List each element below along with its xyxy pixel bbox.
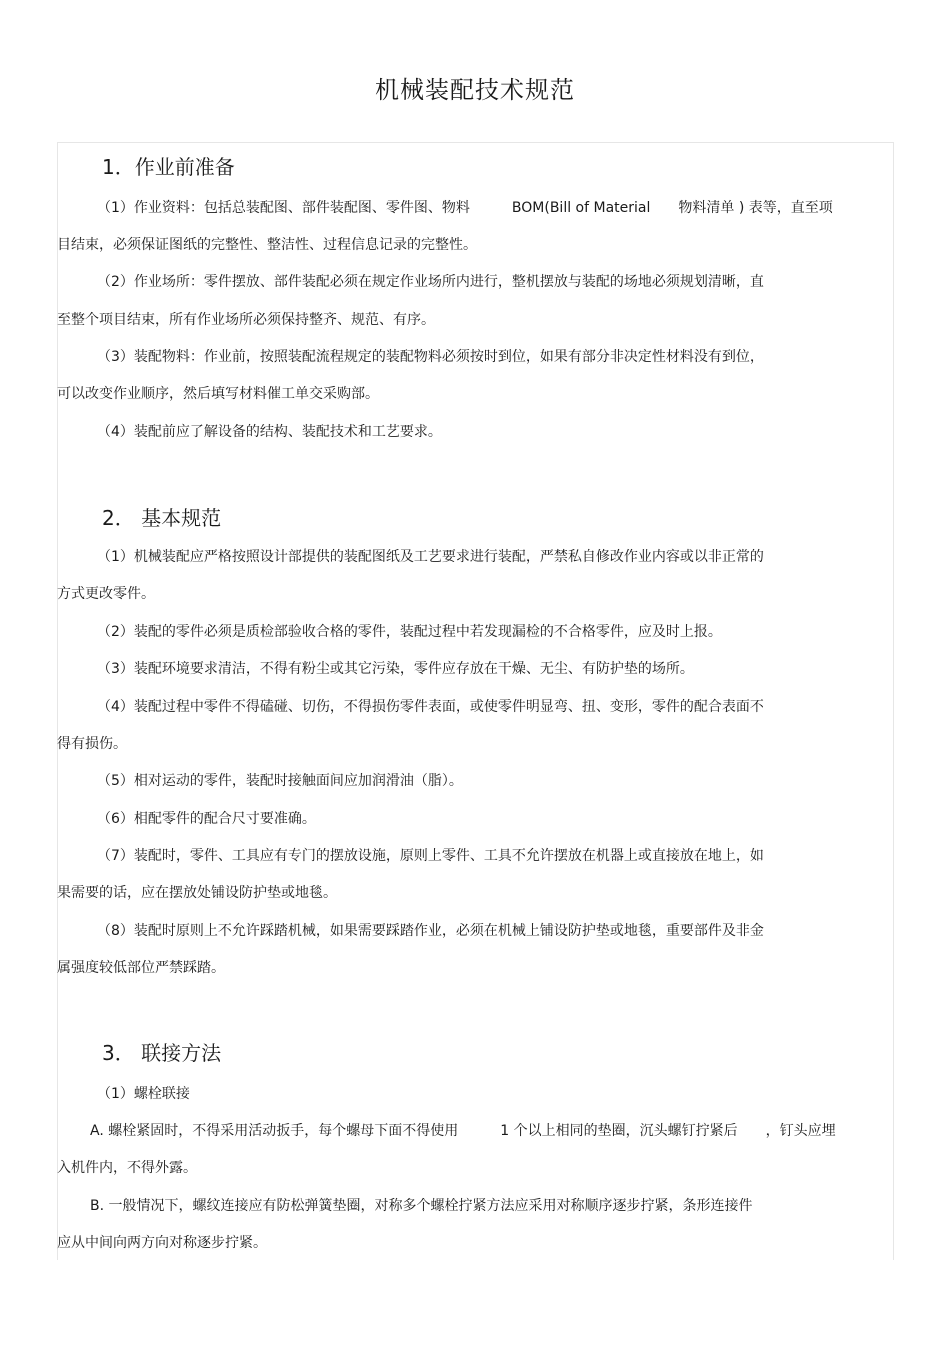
- paragraph-line: （5）相对运动的零件，装配时接触面间应加润滑油（脂）。: [97, 773, 463, 789]
- paragraph-line: （1）作业资料：包括总装配图、部件装配图、零件图、物料 BOM(Bill of Material 物料清单 ) 表等，直至项: [97, 200, 833, 216]
- paragraph-line: （1）螺栓联接: [97, 1086, 190, 1102]
- paragraph-line: （1）机械装配应严格按照设计部提供的装配图纸及工艺要求进行装配，严禁私自修改作业内容或以非正常的: [97, 549, 764, 565]
- paragraph-line: （3）装配环境要求清洁，不得有粉尘或其它污染，零件应存放在干燥、无尘、有防护垫的场所。: [97, 661, 694, 677]
- section-heading-1: 1．作业前准备: [102, 155, 235, 179]
- paragraph-line: 方式更改零件。: [57, 586, 155, 602]
- paragraph-line: （4）装配过程中零件不得磕碰、切伤，不得损伤零件表面，或使零件明显弯、扭、变形，零件的配合表面不: [97, 699, 764, 715]
- paragraph-line: 目结束，必须保证图纸的完整性、整洁性、过程信息记录的完整性。: [57, 237, 477, 253]
- paragraph-line: 果需要的话，应在摆放处铺设防护垫或地毯。: [57, 885, 337, 901]
- paragraph-line: 至整个项目结束，所有作业场所必须保持整齐、规范、有序。: [57, 312, 435, 328]
- page-title: 机械装配技术规范: [375, 76, 575, 104]
- paragraph-line: （2）装配的零件必须是质检部验收合格的零件，装配过程中若发现漏检的不合格零件，应及时上报。: [97, 624, 722, 640]
- paragraph-line: （6）相配零件的配合尺寸要准确。: [97, 811, 316, 827]
- section-heading-2: 2． 基本规范: [102, 506, 222, 530]
- section-heading-3: 3． 联接方法: [102, 1041, 222, 1065]
- paragraph-line: （2）作业场所：零件摆放、部件装配必须在规定作业场所内进行，整机摆放与装配的场地必须规划清晰，直: [97, 274, 764, 290]
- paragraph-line: （8）装配时原则上不允许踩踏机械，如果需要踩踏作业，必须在机械上铺设防护垫或地毯，重要部件及非金: [97, 923, 764, 939]
- paragraph-line: A. 螺栓紧固时，不得采用活动扳手，每个螺母下面不得使用 1 个以上相同的垫圈，沉头螺钉拧紧后 ，钉头应埋: [90, 1123, 836, 1139]
- paragraph-line: （4）装配前应了解设备的结构、装配技术和工艺要求。: [97, 424, 442, 440]
- frame-right-border: [893, 142, 894, 1260]
- paragraph-line: 得有损伤。: [57, 736, 127, 752]
- paragraph-line: 应从中间向两方向对称逐步拧紧。: [57, 1235, 267, 1251]
- paragraph-line: （7）装配时，零件、工具应有专门的摆放设施，原则上零件、工具不允许摆放在机器上或直接放在地上，如: [97, 848, 764, 864]
- paragraph-line: （3）装配物料：作业前，按照装配流程规定的装配物料必须按时到位，如果有部分非决定性材料没有到位，: [97, 349, 764, 365]
- paragraph-line: 可以改变作业顺序，然后填写材料催工单交采购部。: [57, 386, 379, 402]
- paragraph-line: 属强度较低部位严禁踩踏。: [57, 960, 225, 976]
- paragraph-line: 入机件内，不得外露。: [57, 1160, 197, 1176]
- paragraph-line: B. 一般情况下，螺纹连接应有防松弹簧垫圈，对称多个螺栓拧紧方法应采用对称顺序逐步拧紧，条形连接件: [90, 1198, 753, 1214]
- frame-top-border: [57, 142, 894, 143]
